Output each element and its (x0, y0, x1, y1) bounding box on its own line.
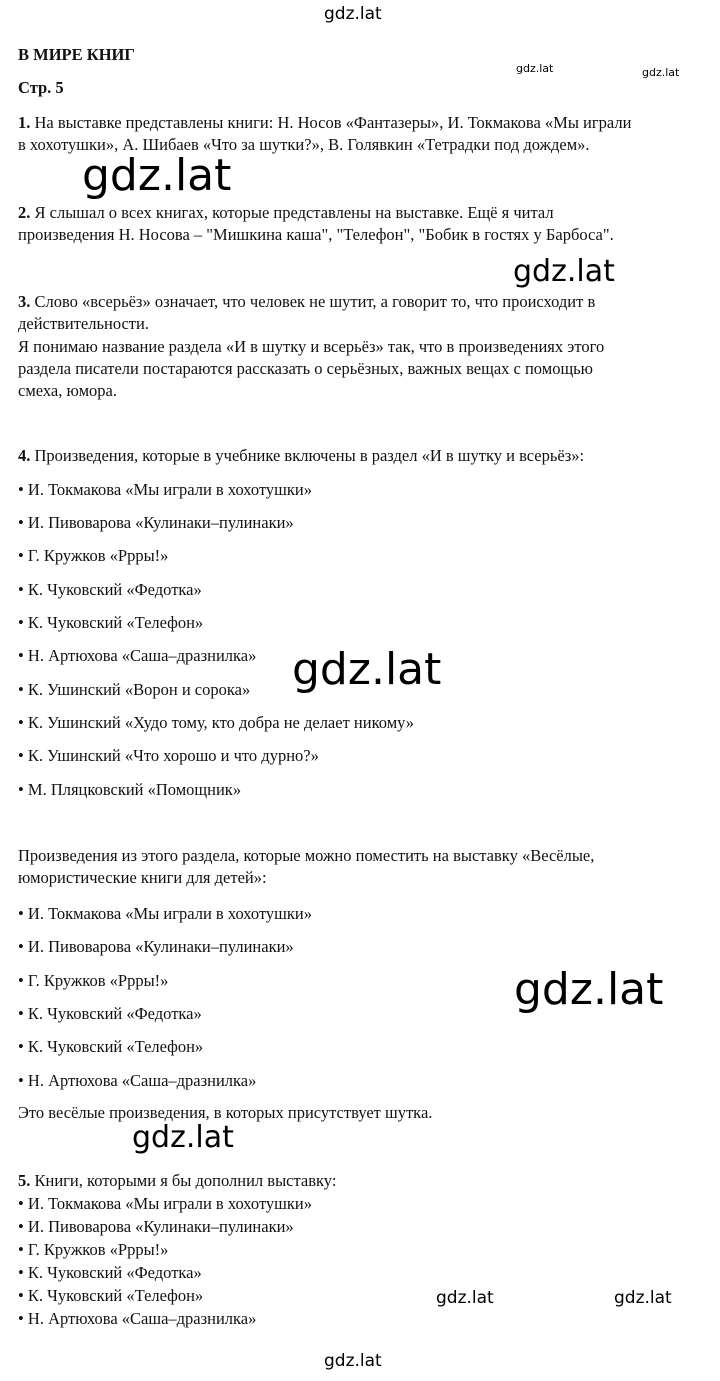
answer-4-conclusion: Это весёлые произведения, в которых присутствует шутка. (18, 1103, 433, 1122)
answer-3-text-1: Слово «всерьёз» означает, что человек не шутит, а говорит то, что происходит в (34, 292, 596, 311)
list-item: • К. Чуковский «Федотка» (18, 1004, 202, 1023)
list-item: • К. Чуковский «Телефон» (18, 613, 204, 632)
list-item: • И. Токмакова «Мы играли в хохотушки» (18, 480, 312, 499)
list-item: • Г. Кружков «Ррры!» (18, 546, 169, 565)
list-item: • Н. Артюхова «Саша–дразнилка» (18, 1309, 257, 1328)
answer-3-line-4: раздела писатели постараются рассказать о серьёзных, важных вещах с помощью (18, 359, 593, 378)
answer-4-intro2-line-2: юмористические книги для детей»: (18, 868, 267, 887)
list-item: • И. Пивоварова «Кулинаки–пулинаки» (18, 1217, 294, 1236)
watermark-small-1: gdz.lat (516, 62, 554, 75)
watermark-top: gdz.lat (324, 4, 382, 24)
answer-5-number: 5. (18, 1171, 31, 1190)
answer-5-intro-text: Книги, которыми я бы дополнил выставку: (34, 1171, 337, 1190)
list-item: • И. Пивоварова «Кулинаки–пулинаки» (18, 513, 294, 532)
answer-1-text-1: На выставке представлены книги: Н. Носов «Фантазеры», И. Токмакова «Мы играли (34, 113, 632, 132)
list-item: • Г. Кружков «Ррры!» (18, 971, 169, 990)
watermark-bottom-left: gdz.lat (436, 1288, 494, 1308)
answer-2-line-2: произведения Н. Носова – "Мишкина каша", "Телефон", "Бобик в гостях у Барбоса". (18, 225, 614, 244)
answer-3-line-2: действительности. (18, 314, 149, 333)
list-item: • К. Чуковский «Федотка» (18, 1263, 202, 1282)
answer-5-intro (18, 1170, 336, 1192)
answer-4-intro2-line-1: Произведения из этого раздела, которые можно поместить на выставку «Весёлые, (18, 846, 595, 865)
watermark-large-1: gdz.lat (82, 150, 232, 201)
answer-3-line-3: Я понимаю название раздела «И в шутку и всерьёз» так, что в произведениях этого (18, 337, 605, 356)
list-item: • К. Ушинский «Худо тому, кто добра не делает никому» (18, 713, 415, 732)
list-item: • К. Чуковский «Телефон» (18, 1037, 204, 1056)
answer-1-line-2: в хохотушки», А. Шибаев «Что за шутки?», В. Голявкин «Тетрадки под дождем». (18, 135, 590, 154)
answer-4-intro (18, 445, 584, 467)
list-item: • М. Пляцковский «Помощник» (18, 780, 242, 799)
answer-4-intro-text: Произведения, которые в учебнике включены в раздел «И в шутку и всерьёз»: (34, 446, 585, 465)
list-item: • К. Чуковский «Телефон» (18, 1286, 204, 1305)
list-item: • И. Токмакова «Мы играли в хохотушки» (18, 1194, 312, 1213)
answer-3-number: 3. (18, 292, 31, 311)
list-item: • И. Токмакова «Мы играли в хохотушки» (18, 904, 312, 923)
section-heading: В МИРЕ КНИГ (18, 45, 135, 64)
list-item: • К. Ушинский «Что хорошо и что дурно?» (18, 746, 319, 765)
watermark-footer: gdz.lat (324, 1351, 382, 1371)
list-item: • К. Ушинский «Ворон и сорока» (18, 680, 251, 699)
list-item: • К. Чуковский «Федотка» (18, 580, 202, 599)
answer-2-text-1: Я слышал о всех книгах, которые представлены на выставке. Ещё я читал (34, 203, 554, 222)
list-item: • Н. Артюхова «Саша–дразнилка» (18, 1071, 257, 1090)
page-number: Стр. 5 (18, 78, 64, 97)
answer-1-line-1 (18, 112, 631, 134)
watermark-medium-2: gdz.lat (132, 1120, 234, 1155)
watermark-bottom-right: gdz.lat (614, 1288, 672, 1308)
answer-2-number: 2. (18, 203, 31, 222)
watermark-small-2: gdz.lat (642, 66, 680, 79)
answer-3-line-1 (18, 291, 595, 313)
answer-1-number: 1. (18, 113, 31, 132)
list-item: • И. Пивоварова «Кулинаки–пулинаки» (18, 937, 294, 956)
watermark-medium-1: gdz.lat (513, 254, 615, 289)
list-item: • Г. Кружков «Ррры!» (18, 1240, 169, 1259)
watermark-large-2: gdz.lat (292, 644, 442, 695)
answer-3-line-5: смеха, юмора. (18, 381, 117, 400)
answer-2-line-1 (18, 202, 554, 224)
answer-4-number: 4. (18, 446, 31, 465)
list-item: • Н. Артюхова «Саша–дразнилка» (18, 646, 257, 665)
watermark-large-3: gdz.lat (514, 964, 664, 1015)
